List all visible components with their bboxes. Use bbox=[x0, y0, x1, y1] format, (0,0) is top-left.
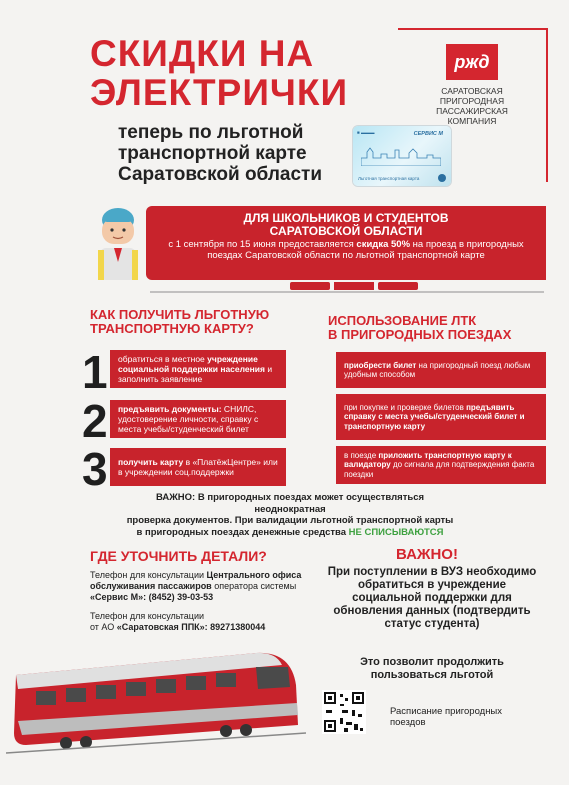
step-bold-text: учреждение социальной поддержки населения bbox=[118, 354, 265, 374]
step-text: обратиться в местное bbox=[118, 354, 208, 364]
rzd-logo bbox=[446, 44, 498, 80]
step-box bbox=[110, 350, 286, 388]
students-banner bbox=[146, 206, 546, 280]
step-box bbox=[110, 448, 286, 486]
important-text-bold: для обновления данных (подтвердить статус студента) bbox=[333, 592, 531, 630]
note-highlight: НЕ СПИСЫВАЮТСЯ bbox=[348, 526, 444, 538]
company-name-line-2: ПРИГОРОДНАЯ bbox=[439, 96, 505, 106]
rail-train-decoration bbox=[150, 280, 544, 294]
step-text: СНИЛС, удостоверение личности, справку с места учебы/студенческий билет bbox=[118, 404, 259, 434]
important-text bbox=[322, 566, 542, 631]
usage-text: в поезде bbox=[344, 450, 379, 460]
step-text: и заполнить заявление bbox=[118, 364, 273, 384]
page-title bbox=[90, 34, 390, 112]
schedule-label: Расписание пригородных поездов bbox=[390, 706, 503, 728]
banner-text-part-1: с 1 сентября по 15 июня предоставляется bbox=[168, 239, 357, 250]
transport-card-image bbox=[353, 126, 451, 186]
train-illustration bbox=[6, 625, 306, 765]
logo-mark: ржд bbox=[454, 51, 490, 72]
phone1-number: «Сервис М»: (8452) 39-03-53 bbox=[90, 592, 214, 602]
phone2-text: Телефон для консультации bbox=[90, 611, 205, 621]
usage-box bbox=[336, 394, 546, 440]
card-issuer-logo: ■ ▬▬▬ bbox=[357, 130, 375, 135]
company-name-line-1: САРАТОВСКАЯ bbox=[441, 86, 503, 96]
company-name-line-4: КОМПАНИЯ bbox=[447, 116, 497, 126]
how-to-heading-line-1: КАК ПОЛУЧИТЬ ЛЬГОТНУЮ bbox=[90, 307, 270, 322]
banner-heading-line-2: САРАТОВСКОЙ ОБЛАСТИ bbox=[269, 224, 423, 238]
banner-text-part-2: на проезд в пригородных поездах Саратовской области по льготной транспортной карте bbox=[207, 239, 524, 261]
step-number: 2 bbox=[82, 395, 108, 447]
how-to-heading bbox=[90, 308, 310, 336]
step-bold-text: получить карту bbox=[118, 457, 184, 467]
card-arrow-icon bbox=[438, 174, 446, 182]
important-heading: ВАЖНО! bbox=[396, 546, 458, 563]
important-text-part-1: При поступлении в ВУЗ необходимо обратиться в учреждение социальной поддержки bbox=[327, 566, 537, 604]
phone1-text: Телефон для консультации bbox=[90, 570, 207, 580]
phone1-office: Центрального офиса обслуживания пассажиров bbox=[90, 570, 302, 591]
phone2-number: «Саратовская ППК»: 89271380044 bbox=[116, 622, 266, 632]
usage-heading-line-2: В ПРИГОРОДНЫХ ПОЕЗДАХ bbox=[328, 327, 512, 342]
usage-bold-text: приобрести билет bbox=[344, 360, 417, 370]
note-line-1: ВАЖНО: В пригородных поездах может осуществляться неоднократная bbox=[155, 492, 425, 515]
page-subtitle bbox=[118, 122, 358, 185]
banner-heading bbox=[146, 212, 546, 238]
usage-text: при покупке и проверке билетов bbox=[344, 402, 467, 412]
usage-text: на пригородный поезд любым удобным способом bbox=[344, 360, 531, 379]
how-to-heading-line-2: ТРАНСПОРТНУЮ КАРТУ? bbox=[90, 321, 254, 336]
card-city-illustration bbox=[361, 146, 441, 166]
important-note bbox=[120, 492, 460, 538]
step-number: 1 bbox=[82, 346, 108, 398]
phone2-text-2: от АО bbox=[90, 622, 117, 632]
phone1-text-2: оператора системы bbox=[211, 581, 297, 591]
student-illustration bbox=[90, 200, 146, 280]
note-line-2: проверка документов. При валидации льготной транспортной карты bbox=[126, 515, 454, 526]
card-label: Льготная транспортная карта bbox=[358, 176, 420, 181]
company-name-line-3: ПАССАЖИРСКАЯ bbox=[436, 106, 508, 116]
banner-heading-line-1: ДЛЯ ШКОЛЬНИКОВ И СТУДЕНТОВ bbox=[243, 211, 449, 225]
company-name bbox=[410, 86, 534, 126]
schedule-qr-code[interactable] bbox=[322, 690, 366, 734]
title-line-2: ЭЛЕКТРИЧКИ bbox=[90, 72, 349, 113]
important-text-2: Это позволит продолжить пользоваться льготой bbox=[360, 656, 504, 681]
card-brand: СЕРВИС М bbox=[413, 131, 443, 137]
step-text: в «ПлатёжЦентре» или в учреждении соц.поддержки bbox=[118, 457, 278, 477]
step-number: 3 bbox=[82, 443, 108, 495]
usage-box bbox=[336, 352, 546, 388]
usage-heading bbox=[328, 314, 548, 342]
usage-text: до сигнала для подтверждения факта поездки bbox=[344, 460, 535, 479]
usage-bold-text: приложить транспортную карту к валидатору bbox=[344, 450, 512, 470]
details-heading: ГДЕ УТОЧНИТЬ ДЕТАЛИ? bbox=[90, 548, 267, 564]
step-box bbox=[110, 400, 286, 438]
note-line-3: в пригородных поездах денежные средства bbox=[136, 526, 349, 538]
title-line-1: СКИДКИ НА bbox=[90, 33, 315, 74]
banner-text bbox=[156, 239, 536, 261]
banner-discount: скидка 50% bbox=[356, 239, 411, 250]
step-bold-text: предъявить документы: bbox=[118, 404, 222, 414]
usage-heading-line-1: ИСПОЛЬЗОВАНИЕ ЛТК bbox=[328, 313, 477, 328]
subtitle-line-2: транспортной карте bbox=[118, 143, 307, 164]
subtitle-line-3: Саратовской области bbox=[118, 164, 323, 185]
usage-box bbox=[336, 446, 546, 484]
usage-bold-text: предъявить справку с места учебы/студенческий билет и транспортную карту bbox=[344, 402, 525, 431]
phone-consultation-1 bbox=[90, 570, 310, 603]
subtitle-line-1: теперь по льготной bbox=[118, 122, 304, 143]
